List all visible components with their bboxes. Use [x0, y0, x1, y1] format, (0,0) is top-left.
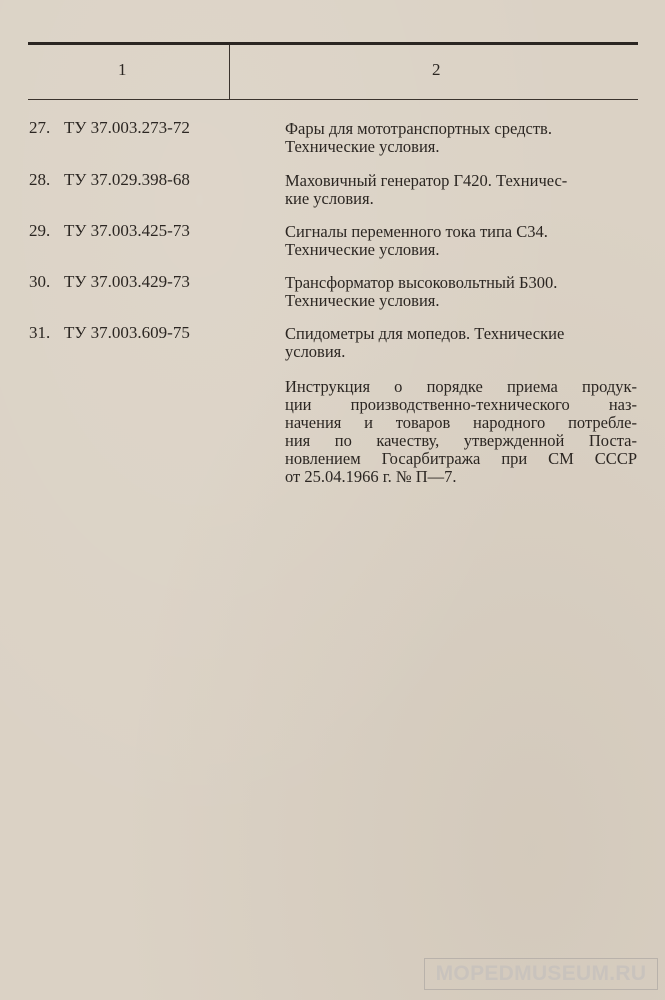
column-header-1: 1	[118, 60, 127, 79]
instruction-note	[285, 378, 637, 486]
description-line: Технические условия.	[285, 137, 440, 156]
note-line: новлением Госарбитража при СМ СССР	[285, 449, 637, 468]
standard-code: ТУ 37.003.425-73	[64, 221, 190, 240]
note-line: начения и товаров народного потребле-	[285, 413, 637, 432]
description-line: Трансформатор высоковольтный Б300.	[285, 273, 558, 292]
row-number: 31.	[29, 323, 51, 342]
description-line: кие условия.	[285, 189, 374, 208]
row-number: 30.	[29, 272, 51, 291]
description-line: Технические условия.	[285, 240, 440, 259]
header-column-divider	[229, 45, 230, 99]
standard-code: ТУ 37.003.609-75	[64, 323, 190, 342]
description-line: Маховичный генератор Г420. Техничес-	[285, 171, 568, 190]
standard-code: ТУ 37.003.273-72	[64, 118, 190, 137]
table-top-rule	[28, 42, 638, 45]
row-description	[285, 120, 630, 156]
column-header-2: 2	[432, 60, 441, 79]
note-line: от 25.04.1966 г. № П—7.	[285, 467, 457, 486]
row-number: 27.	[29, 118, 51, 137]
row-description	[285, 172, 630, 208]
header-bottom-rule	[28, 99, 638, 100]
row-description	[285, 325, 630, 361]
row-description	[285, 223, 630, 259]
description-line: Сигналы переменного тока типа С34.	[285, 222, 548, 241]
standard-code: ТУ 37.029.398-68	[64, 170, 190, 189]
description-line: Фары для мототранспортных средств.	[285, 119, 552, 138]
note-line: ния по качеству, утвержденной Поста-	[285, 431, 637, 450]
note-line: Инструкция о порядке приема продук-	[285, 377, 637, 396]
row-number: 28.	[29, 170, 51, 189]
description-line: Спидометры для мопедов. Технические	[285, 324, 565, 343]
note-line: ции производственно-технического наз-	[285, 395, 637, 414]
description-line: Технические условия.	[285, 291, 440, 310]
description-line: условия.	[285, 342, 346, 361]
row-description	[285, 274, 630, 310]
site-watermark: MOPEDMUSEUM.RU	[424, 958, 658, 990]
standard-code: ТУ 37.003.429-73	[64, 272, 190, 291]
row-number: 29.	[29, 221, 51, 240]
